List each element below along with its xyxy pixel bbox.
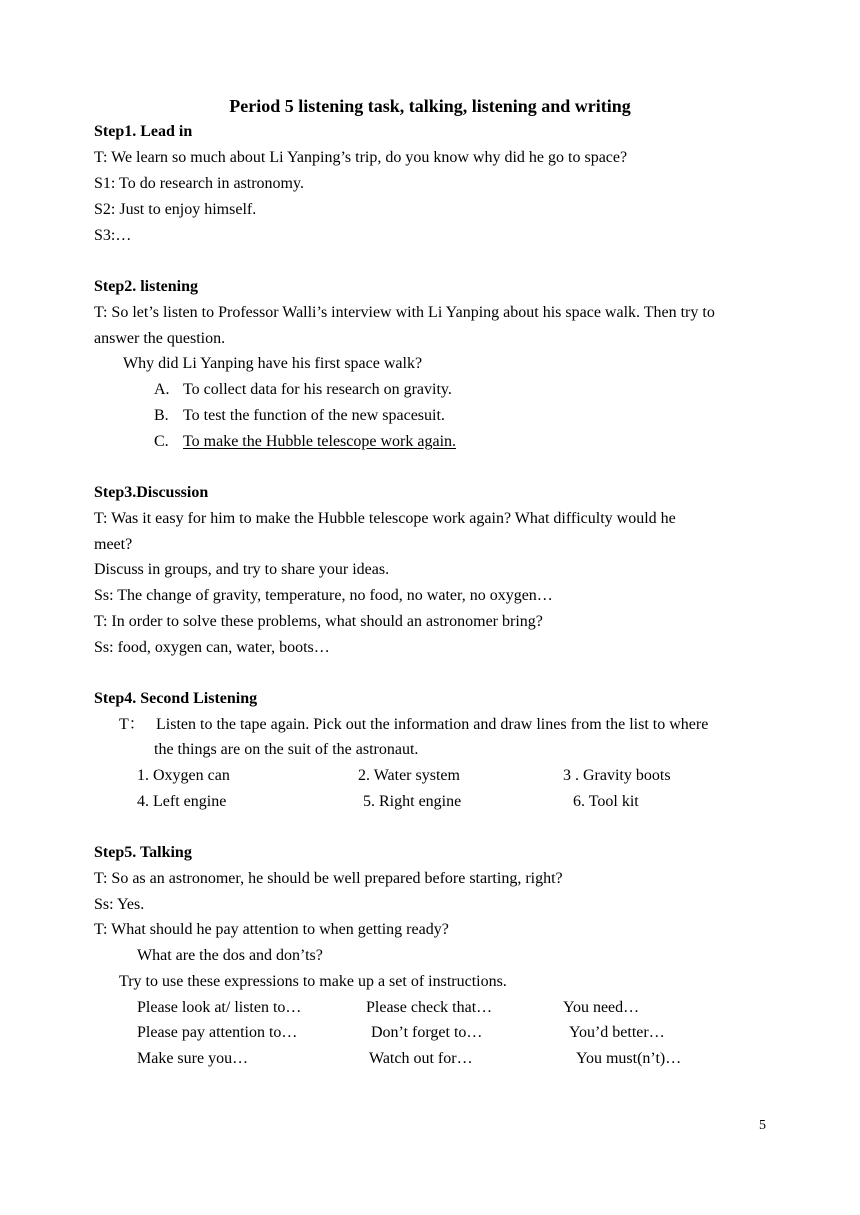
step3-line: Ss: food, oxygen can, water, boots… (94, 639, 330, 656)
step1-line: S3:… (94, 227, 132, 244)
step5-prompt: Try to use these expressions to make up a set of instructions. (119, 973, 507, 990)
step1-line: T: We learn so much about Li Yanping’s trip, do you know why did he go to space? (94, 149, 628, 166)
expression: You must(n’t)… (576, 1050, 682, 1067)
expression: Make sure you… (137, 1050, 249, 1067)
step2-heading: Step2. listening (94, 278, 199, 295)
expression: Please look at/ listen to… (137, 999, 302, 1016)
option-text: To collect data for his research on gravity. (183, 381, 452, 398)
step4-heading: Step4. Second Listening (94, 690, 258, 707)
expression: Please pay attention to… (137, 1024, 298, 1041)
option-letter: B. (154, 407, 169, 424)
step1-heading: Step1. Lead in (94, 123, 193, 140)
expression: You’d better… (569, 1024, 665, 1041)
step2-question: Why did Li Yanping have his first space walk? (123, 355, 423, 372)
step3-heading: Step3.Discussion (94, 484, 209, 501)
step4-instruction: the things are on the suit of the astronaut. (154, 741, 419, 758)
step5-line: T: So as an astronomer, he should be well prepared before starting, right? (94, 870, 563, 887)
step1-line: S2: Just to enjoy himself. (94, 201, 257, 218)
step5-line: Ss: Yes. (94, 896, 145, 913)
step3-line: Discuss in groups, and try to share your ideas. (94, 561, 390, 578)
expression: Please check that… (366, 999, 493, 1016)
step2-line: T: So let’s listen to Professor Walli’s interview with Li Yanping about his space walk. Then try to (94, 304, 715, 321)
step1-line: S1: To do research in astronomy. (94, 175, 304, 192)
step4-instruction: Listen to the tape again. Pick out the information and draw lines from the list to where (156, 716, 709, 733)
step5-question: What are the dos and don’ts? (137, 947, 323, 964)
option-letter: C. (154, 433, 169, 450)
step4-speaker: T： (119, 716, 145, 733)
step5-heading: Step5. Talking (94, 844, 192, 861)
list-item: 4. Left engine (137, 793, 227, 810)
list-item: 1. Oxygen can (137, 767, 230, 784)
step3-line: Ss: The change of gravity, temperature, no food, no water, no oxygen… (94, 587, 553, 604)
list-item: 2. Water system (358, 767, 460, 784)
step3-line: T: In order to solve these problems, what should an astronomer bring? (94, 613, 543, 630)
expression: Watch out for… (369, 1050, 473, 1067)
option-text: To test the function of the new spacesuit. (183, 407, 445, 424)
list-item: 5. Right engine (363, 793, 462, 810)
option-letter: A. (154, 381, 170, 398)
step5-line: T: What should he pay attention to when getting ready? (94, 921, 449, 938)
list-item: 6. Tool kit (573, 793, 639, 810)
list-item: 3 . Gravity boots (563, 767, 671, 784)
document-title: Period 5 listening task, talking, listening and writing (229, 96, 631, 116)
option-text-answer: To make the Hubble telescope work again. (183, 433, 457, 450)
expression: You need… (563, 999, 640, 1016)
step3-line: meet? (94, 536, 133, 553)
expression: Don’t forget to… (371, 1024, 483, 1041)
step3-line: T: Was it easy for him to make the Hubble telescope work again? What difficulty would he (94, 510, 676, 527)
step2-line: answer the question. (94, 330, 226, 347)
page-number: 5 (759, 1118, 766, 1133)
